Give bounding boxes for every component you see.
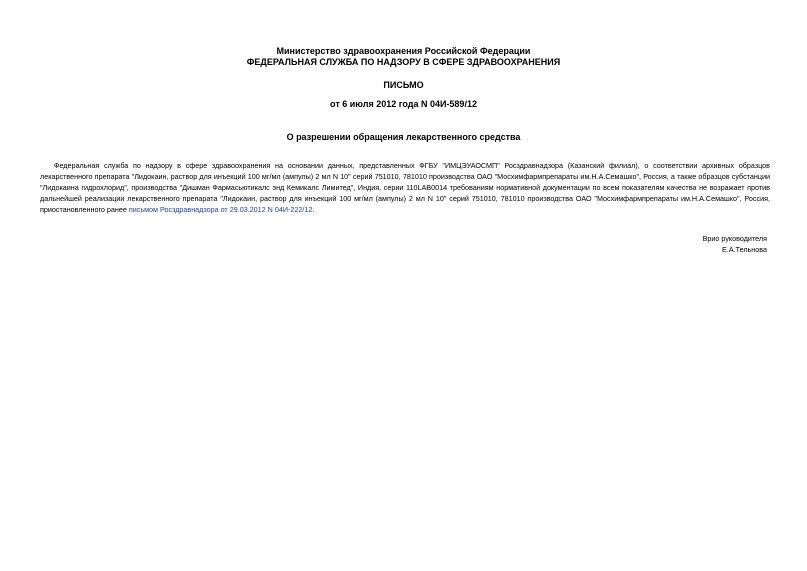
signatory-position: Врио руководителя xyxy=(702,234,767,243)
document-date-number: от 6 июля 2012 года N 04И-589/12 xyxy=(330,99,477,109)
body-paragraph xyxy=(40,160,770,215)
signature-block xyxy=(703,233,767,255)
body-paragraph-text: Федеральная служба по надзору в сфере здравоохранения на основании данных, представленных ФГБУ "ИМЦЭУАОСМП" Росздравнадзора (Казанский филиал), о соответствии архивных образцов лекарственного препарата "Лидокаин, раствор для инъекций 100 мг/мл (ампулы) 2 мл N 10" серий 751010, 781010 производства ОАО "Мосхимфармпрепараты им.Н.А.Семашко", Россия, а также образцов субстанции "Лидокаина гидрохлорид", производства "Дишман Фармасьютикалс энд Кемикалс Лимитед", Индия, серии 110LAB0014 требованиям нормативной документации по всем показателям качества не возражает против дальнейшей реализации лекарственного препарата "Лидокаин, раствор для инъекций 100 мг/мл (ампулы) 2 мл N 10" серий 751010, 781010 производства ОАО "Мосхимфармпрепараты им.Н.А.Семашко", Россия, приостановленного ранее xyxy=(40,161,770,214)
service-name: ФЕДЕРАЛЬНАЯ СЛУЖБА ПО НАДЗОРУ В СФЕРЕ ЗДРАВООХРАНЕНИЯ xyxy=(246,57,561,67)
document-type: ПИСЬМО xyxy=(383,80,424,90)
reference-letter-link[interactable]: письмом Росздравнадзора от 29.03.2012 N 04И-222/12 xyxy=(128,205,313,214)
ministry-name: Министерство здравоохранения Российской Федерации xyxy=(276,46,531,56)
document-subject: О разрешении обращения лекарственного средства xyxy=(286,132,521,142)
signatory-name: Е.А.Тельнова xyxy=(722,245,767,254)
body-paragraph-end: . xyxy=(312,205,315,214)
